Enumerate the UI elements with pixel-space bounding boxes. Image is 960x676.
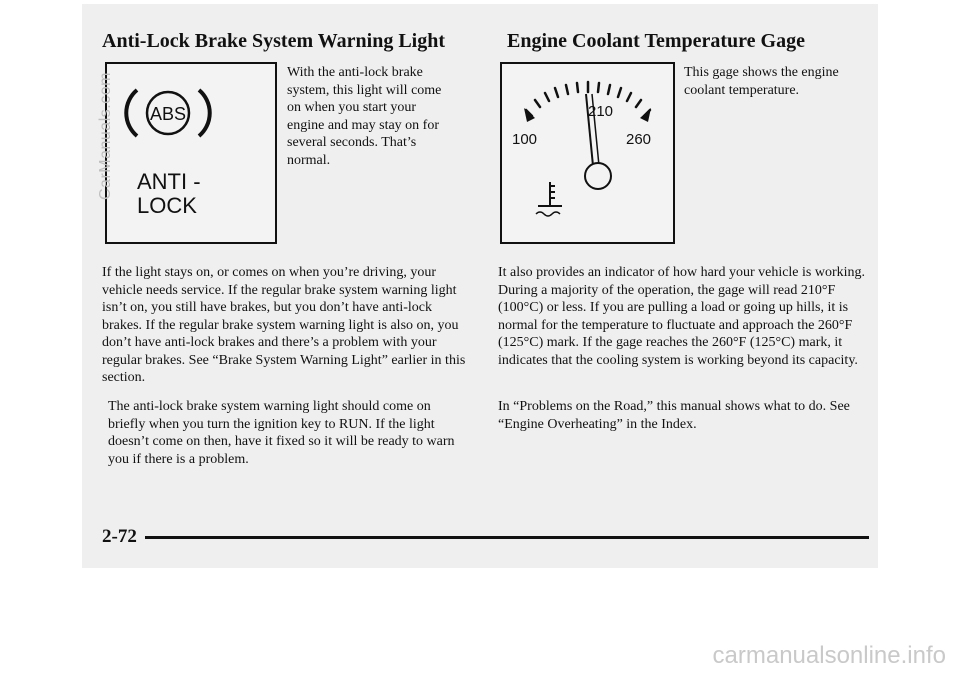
- gauge-high-label: 260: [626, 131, 652, 148]
- anti-lock-caption-line2: LOCK: [137, 193, 197, 218]
- gauge-low-label: 100: [512, 131, 538, 148]
- abs-paragraph-1: If the light stays on, or comes on when you’re driving, your vehicle needs service. If the regular brake system warning light isn’t on, you still have brakes, but you don’t have anti-lock brakes. If the regular brake system warning light is also on, you don’t have anti-lock brakes and there’s a problem with your regular brakes. See “Brake System Warning Light” earlier in this section.: [102, 265, 466, 385]
- abs-section-heading: Anti-Lock Brake System Warning Light: [102, 30, 445, 52]
- coolant-paragraph-2: In “Problems on the Road,” this manual shows what to do. See “Engine Overheating” in the Index.: [498, 399, 850, 432]
- gauge-mid-label: 210: [588, 103, 614, 120]
- abs-paragraph-2: The anti-lock brake system warning light should come on briefly when you turn the ignition key to RUN. If the light doesn’t come on then, have it fixed so it will be ready to warn you if there is a problem.: [108, 399, 455, 467]
- anti-lock-caption-line1: ANTI -: [137, 169, 201, 194]
- abs-icon: [123, 82, 213, 144]
- abs-warning-light-figure: [105, 62, 277, 244]
- footer-rule: [145, 536, 869, 539]
- side-watermark: CarManuals.com: [97, 72, 114, 200]
- coolant-paragraph-1: It also provides an indicator of how hard your vehicle is working. During a majority of the operation, the gage will read 210°F (100°C) or less. If you are pulling a load or going up hills, it is normal for the temperature to fluctuate and approach the 260°F (125°C) mark. If the gage reaches the 260°F (125°C) mark, it indicates that the cooling system is working beyond its capacity.: [498, 265, 866, 368]
- coolant-gauge-figure: [500, 62, 675, 244]
- page-number: 2-72: [102, 526, 137, 547]
- temperature-gauge-icon: [502, 64, 673, 242]
- bottom-watermark: carmanualsonline.info: [712, 642, 946, 669]
- abs-intro-text: With the anti-lock brake system, this light will come on when you start your engine and may stay on for several seconds. That’s normal.: [287, 65, 442, 168]
- coolant-section-heading: Engine Coolant Temperature Gage: [507, 30, 805, 52]
- abs-icon-text: ABS: [149, 104, 187, 124]
- coolant-intro-text: This gage shows the engine coolant temperature.: [684, 65, 839, 98]
